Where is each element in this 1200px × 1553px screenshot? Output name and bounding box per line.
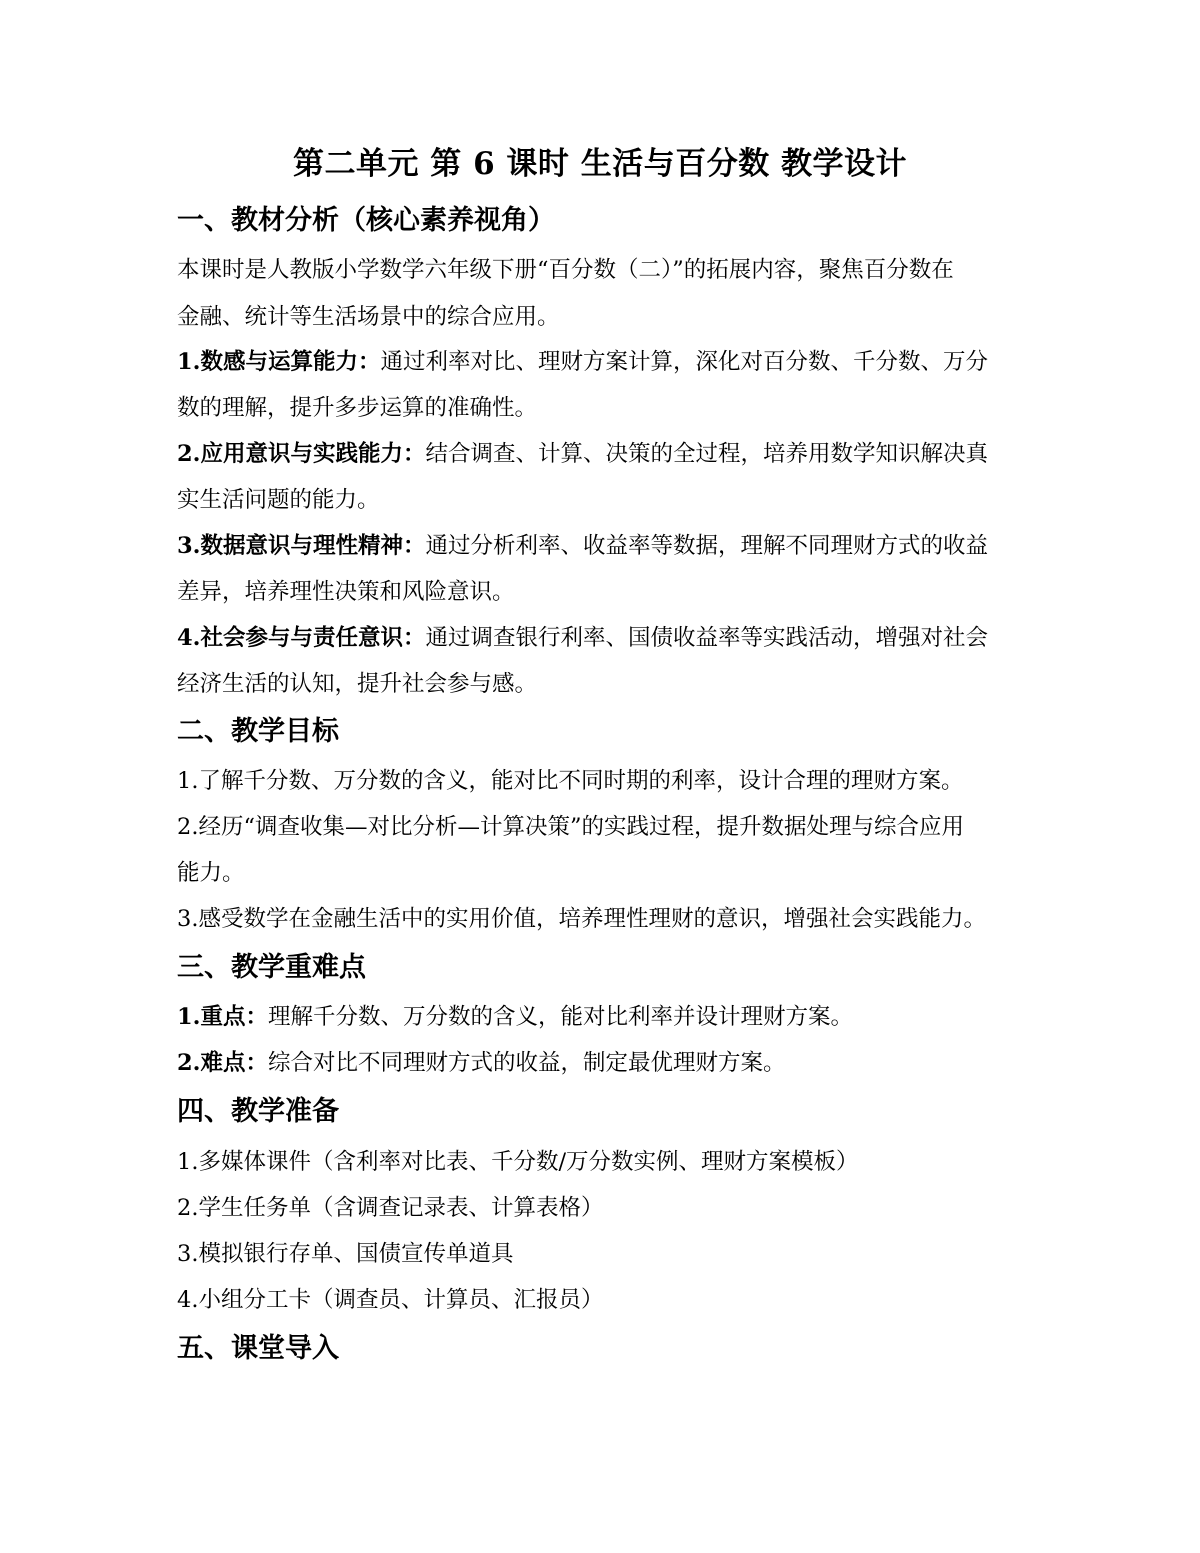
- section-heading-2: 二、教学目标: [177, 716, 339, 747]
- section-1-item-4: [177, 621, 988, 655]
- section-heading-5: 五、课堂导入: [177, 1333, 339, 1364]
- section-2-item-2-cont: 能力。: [177, 860, 245, 886]
- section-1-item-3-cont: 差异，培养理性决策和风险意识。: [177, 579, 515, 605]
- item-text: 通过调查银行利率、国债收益率等实践活动，增强对社会: [425, 625, 989, 651]
- section-1-intro-line-2: 金融、统计等生活场景中的综合应用。: [177, 304, 560, 330]
- item-label: 2.难点：: [177, 1050, 268, 1076]
- section-2-item-2: 2.经历“调查收集—对比分析—计算决策”的实践过程，提升数据处理与综合应用: [177, 814, 964, 840]
- section-4-item-3: 3.模拟银行存单、国债宣传单道具: [177, 1241, 514, 1267]
- item-label: 2.应用意识与实践能力：: [177, 441, 426, 467]
- section-1-item-1: [177, 345, 988, 379]
- item-text: 通过利率对比、理财方案计算，深化对百分数、千分数、万分: [380, 349, 989, 375]
- section-1-item-3: [177, 529, 988, 563]
- item-text: 综合对比不同理财方式的收益，制定最优理财方案。: [268, 1050, 786, 1076]
- section-heading-3: 三、教学重难点: [177, 952, 366, 983]
- section-4-item-2: 2.学生任务单（含调查记录表、计算表格）: [177, 1195, 604, 1221]
- section-4-item-1: 1.多媒体课件（含利率对比表、千分数/万分数实例、理财方案模板）: [177, 1149, 859, 1175]
- section-4-item-4: 4.小组分工卡（调查员、计算员、汇报员）: [177, 1287, 604, 1313]
- section-1-item-2: [177, 437, 988, 471]
- item-label: 1.数感与运算能力：: [177, 349, 381, 375]
- section-3-item-2: [177, 1046, 786, 1080]
- item-text: 理解千分数、万分数的含义，能对比利率并设计理财方案。: [268, 1004, 854, 1030]
- document-title: 第二单元 第 6 课时 生活与百分数 教学设计: [292, 146, 908, 182]
- section-1-item-2-cont: 实生活问题的能力。: [177, 487, 380, 513]
- section-heading-4: 四、教学准备: [177, 1096, 339, 1127]
- section-heading-1: 一、教材分析（核心素养视角）: [177, 205, 555, 236]
- item-label: 1.重点：: [177, 1004, 268, 1030]
- section-1-item-1-cont: 数的理解，提升多步运算的准确性。: [177, 395, 538, 421]
- item-text: 通过分析利率、收益率等数据，理解不同理财方式的收益: [425, 533, 989, 559]
- item-label: 3.数据意识与理性精神：: [177, 533, 426, 559]
- item-text: 结合调查、计算、决策的全过程，培养用数学知识解决真: [425, 441, 989, 467]
- section-3-item-1: [177, 1000, 853, 1034]
- item-label: 4.社会参与与责任意识：: [177, 625, 426, 651]
- section-1-intro-line-1: 本课时是人教版小学数学六年级下册“百分数（二）”的拓展内容，聚焦百分数在: [177, 257, 954, 283]
- section-1-item-4-cont: 经济生活的认知，提升社会参与感。: [177, 671, 538, 697]
- section-2-item-1: 1.了解千分数、万分数的含义，能对比不同时期的利率，设计合理的理财方案。: [177, 768, 964, 794]
- section-2-item-3: 3.感受数学在金融生活中的实用价值，培养理性理财的意识，增强社会实践能力。: [177, 906, 986, 932]
